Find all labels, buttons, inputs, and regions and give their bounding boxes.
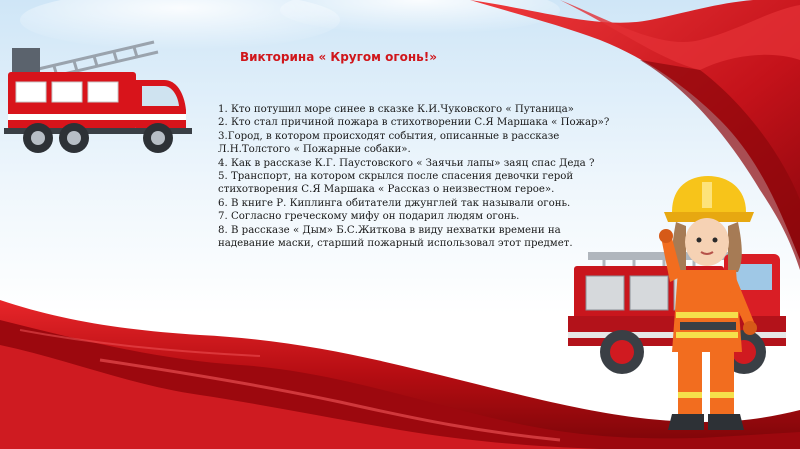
- question-line: 1. Кто потушил море синее в сказке К.И.Чуковского « Путаница»: [218, 104, 574, 115]
- fire-truck-illustration: [4, 40, 192, 158]
- question-line: 6. В книге Р. Киплинга обитатели джунглей так называли огонь.: [218, 197, 571, 209]
- question-line: 3.Город, в котором происходят события, описанные в рассказе: [218, 130, 560, 142]
- question-line: надевание маски, старший пожарный использовал этот предмет.: [218, 238, 573, 250]
- question-line: 5. Транспорт, на котором скрылся после спасения девочки герой: [218, 171, 574, 183]
- question-line: Л.Н.Толстого « Пожарные собаки».: [218, 144, 411, 156]
- question-line: стихотворения С.Я Маршака « Рассказ о неизвестном герое».: [218, 184, 555, 196]
- question-line: 8. В рассказе « Дым» Б.С.Житкова в виду нехватки времени на: [218, 224, 561, 236]
- question-line: 2. Кто стал причиной пожара в стихотворении С.Я Маршака « Пожар»?: [218, 117, 610, 129]
- question-list: [218, 103, 638, 250]
- question-line: 7. Согласно греческому мифу он подарил людям огонь.: [218, 211, 520, 223]
- firefighter-illustration: [650, 172, 760, 438]
- quiz-title: Викторина « Кругом огонь!»: [240, 50, 437, 64]
- question-line: 4. Как в рассказе К.Г. Паустовского « Заячьи лапы» заяц спас Деда ?: [218, 157, 595, 169]
